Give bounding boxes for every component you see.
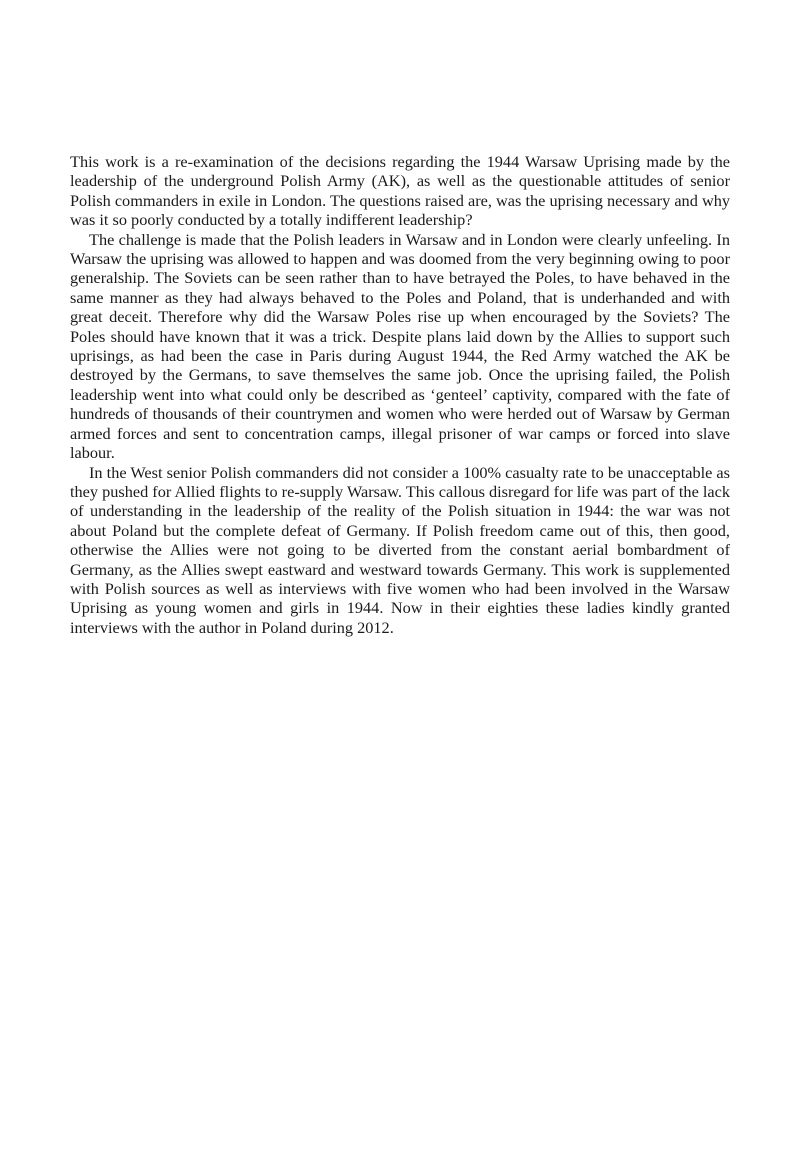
paragraph-2: The challenge is made that the Polish leaders in Warsaw and in London were clearly unfeeling. In Warsaw the uprising was allowed to happen and was doomed from the very beginning owing to poor generalship. The Soviets can be seen rather than to have betrayed the Poles, to have behaved in the same manner as they had always behaved to the Poles and Poland, that is underhanded and with great deceit. Therefore why did the Warsaw Poles rise up when encouraged by the Soviets? The Poles should have known that it was a trick. Despite plans laid down by the Allies to support such uprisings, as had been the case in Paris during August 1944, the Red Army watched the AK be destroyed by the Germans, to save themselves the same job. Once the uprising failed, the Polish leadership went into what could only be described as ‘genteel’ captivity, compared with the fate of hundreds of thousands of their countrymen and women who were herded out of Warsaw by German armed forces and sent to concentration camps, illegal prisoner of war camps or forced into slave labour. (70, 229, 730, 463)
body-text (70, 152, 730, 637)
paragraph-3: In the West senior Polish commanders did not consider a 100% casualty rate to be unacceptable as they pushed for Allied flights to re-supply Warsaw. This callous disregard for life was part of the lack of understanding in the leadership of the reality of the Polish situation in 1944: the war was not about Poland but the complete defeat of Germany. If Polish freedom came out of this, then good, otherwise the Allies were not going to be diverted from the constant aerial bombardment of Germany, as the Allies swept eastward and westward towards Germany. This work is supplemented with Polish sources as well as interviews with five women who had been involved in the Warsaw Uprising as young women and girls in 1944. Now in their eighties these ladies kindly granted interviews with the author in Poland during 2012. (70, 462, 730, 637)
paragraph-1: This work is a re-examination of the decisions regarding the 1944 Warsaw Uprising made by the leadership of the underground Polish Army (AK), as well as the questionable attitudes of senior Polish commanders in exile in London. The questions raised are, was the uprising necessary and why was it so poorly conducted by a totally indifferent leadership? (70, 152, 730, 230)
